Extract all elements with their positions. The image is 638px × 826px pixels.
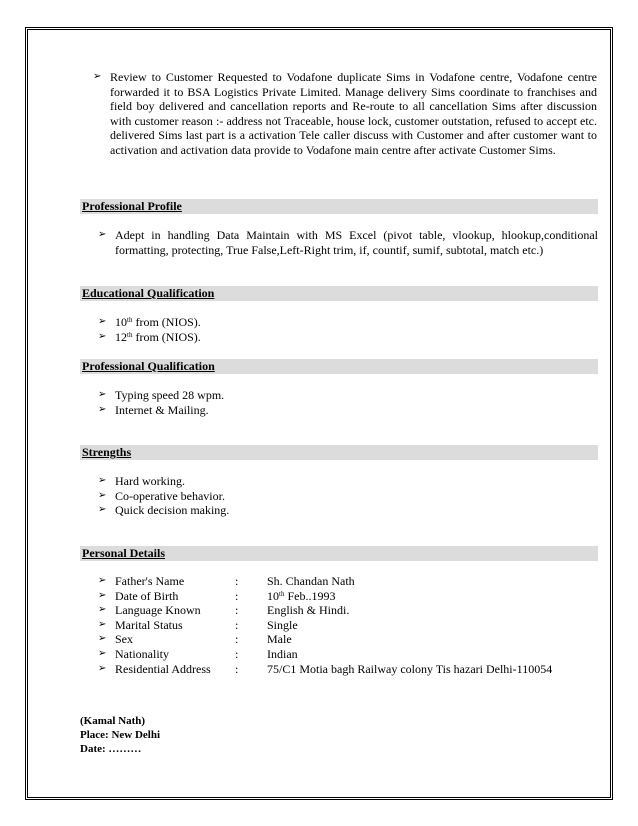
- detail-value-number: 10: [267, 588, 279, 603]
- section-heading-strengths: [80, 445, 598, 460]
- detail-label: Date of Birth: [115, 588, 179, 603]
- detail-value: 75/C1 Motia bagh Railway colony Tis hazari Delhi-110054: [267, 661, 553, 676]
- arrow-bullet-icon: ➢: [98, 604, 107, 616]
- section-heading-text: Educational Qualification: [82, 286, 215, 300]
- arrow-bullet-icon: ➢: [98, 575, 107, 586]
- detail-value: Indian: [267, 646, 298, 661]
- ordinal-suffix: th: [127, 330, 133, 339]
- detail-separator: :: [235, 603, 239, 618]
- signature-name: (Kamal Nath): [80, 715, 146, 727]
- list-item: [98, 503, 598, 518]
- arrow-bullet-icon: ➢: [98, 489, 107, 501]
- list-item: [98, 315, 598, 330]
- detail-row: [98, 589, 552, 604]
- detail-separator: :: [235, 574, 239, 588]
- detail-label: Nationality: [115, 646, 169, 661]
- detail-label: Father's Name: [115, 574, 185, 588]
- list-item-text: Internet & Mailing.: [115, 402, 209, 417]
- personal-details-list: [98, 574, 552, 676]
- ordinal-suffix: th: [127, 316, 133, 324]
- arrow-bullet-icon: ➢: [98, 403, 107, 415]
- signature-place: Place: New Delhi: [80, 729, 161, 741]
- arrow-bullet-icon: ➢: [98, 229, 107, 240]
- detail-row: [98, 647, 552, 662]
- list-item: [98, 330, 598, 345]
- detail-row: [98, 618, 552, 633]
- detail-separator: :: [235, 646, 239, 661]
- section-heading-text: Professional Profile: [82, 199, 182, 213]
- qualification-number: 10: [115, 315, 127, 329]
- qualification-text: from (NIOS).: [132, 315, 201, 329]
- section-heading-educational-qualification: [80, 286, 598, 301]
- section-heading-text: Personal Details: [82, 546, 165, 560]
- list-item-text: Typing speed 28 wpm.: [115, 388, 225, 402]
- detail-value: Single: [267, 617, 298, 632]
- section-heading-text: Strengths: [82, 445, 132, 459]
- section-heading-personal-details: [80, 546, 598, 561]
- detail-label: Language Known: [115, 603, 201, 618]
- detail-label: Marital Status: [115, 617, 183, 632]
- detail-value-rest: Feb..1993: [284, 588, 336, 603]
- detail-separator: :: [235, 661, 239, 676]
- arrow-bullet-icon: ➢: [98, 618, 107, 630]
- detail-row: [98, 574, 552, 589]
- detail-separator: :: [235, 588, 239, 603]
- arrow-bullet-icon: ➢: [98, 330, 107, 342]
- section-heading-text: Professional Qualification: [82, 359, 215, 373]
- qualification-text: from (NIOS).: [132, 329, 201, 344]
- arrow-bullet-icon: ➢: [98, 589, 107, 601]
- signature-date: Date: ………: [80, 743, 142, 755]
- list-item: [93, 70, 597, 158]
- section-heading-professional-profile: [80, 199, 598, 214]
- arrow-bullet-icon: ➢: [98, 316, 107, 327]
- list-item: [98, 474, 598, 489]
- arrow-bullet-icon: ➢: [98, 475, 107, 486]
- list-item: [98, 388, 598, 403]
- detail-separator: :: [235, 617, 239, 632]
- detail-label: Sex: [115, 632, 133, 647]
- detail-row: [98, 603, 552, 618]
- detail-value: Male: [267, 632, 292, 647]
- arrow-bullet-icon: ➢: [98, 647, 107, 659]
- educational-qualification-list: [98, 315, 598, 344]
- professional-profile-list: [98, 228, 598, 257]
- work-description-list: [93, 70, 597, 158]
- detail-label: Residential Address: [115, 661, 211, 676]
- professional-qualification-list: [98, 388, 598, 417]
- detail-row: [98, 662, 552, 677]
- page-content: [28, 30, 610, 797]
- list-item-text: Review to Customer Requested to Vodafone duplicate Sims in Vodafone centre, Vodafone centre forwarded it to BSA Logistics Private Limited. Manage delivery Sims coordinate to franchises and field boy delivered and cancellation reports and Re-route to all cancellation Sims after discussion with customer reason :- address not Traceable, house lock, customer outstation, refused to accept etc. delivered Sims last part is a activation Tele caller discuss with Customer and after customer want to activation and activation data provide to Vodafone main centre after activate Customer Sims.: [110, 70, 597, 157]
- list-item-text: Co-operative behavior.: [115, 488, 225, 503]
- detail-separator: :: [235, 632, 239, 647]
- ordinal-suffix: th: [279, 589, 285, 598]
- arrow-bullet-icon: ➢: [98, 633, 107, 645]
- list-item: [98, 228, 598, 257]
- list-item-text: Adept in handling Data Maintain with MS Excel (pivot table, vlookup, hlookup,conditional formatting, protecting, True False,Left-Right trim, if, countif, sumif, subtotal, match etc.): [115, 228, 598, 257]
- detail-value: English & Hindi.: [267, 603, 350, 618]
- arrow-bullet-icon: ➢: [98, 662, 107, 674]
- list-item-text: Hard working.: [115, 474, 185, 488]
- arrow-bullet-icon: ➢: [98, 389, 107, 400]
- qualification-number: 12: [115, 329, 127, 344]
- list-item: [98, 403, 598, 418]
- list-item-text: Quick decision making.: [115, 503, 230, 518]
- list-item: [98, 489, 598, 504]
- arrow-bullet-icon: ➢: [93, 71, 102, 82]
- strengths-list: [98, 474, 598, 518]
- arrow-bullet-icon: ➢: [98, 504, 107, 516]
- section-heading-professional-qualification: [80, 359, 598, 374]
- detail-value: Sh. Chandan Nath: [267, 574, 355, 588]
- detail-row: [98, 632, 552, 647]
- resume-page: [25, 27, 613, 800]
